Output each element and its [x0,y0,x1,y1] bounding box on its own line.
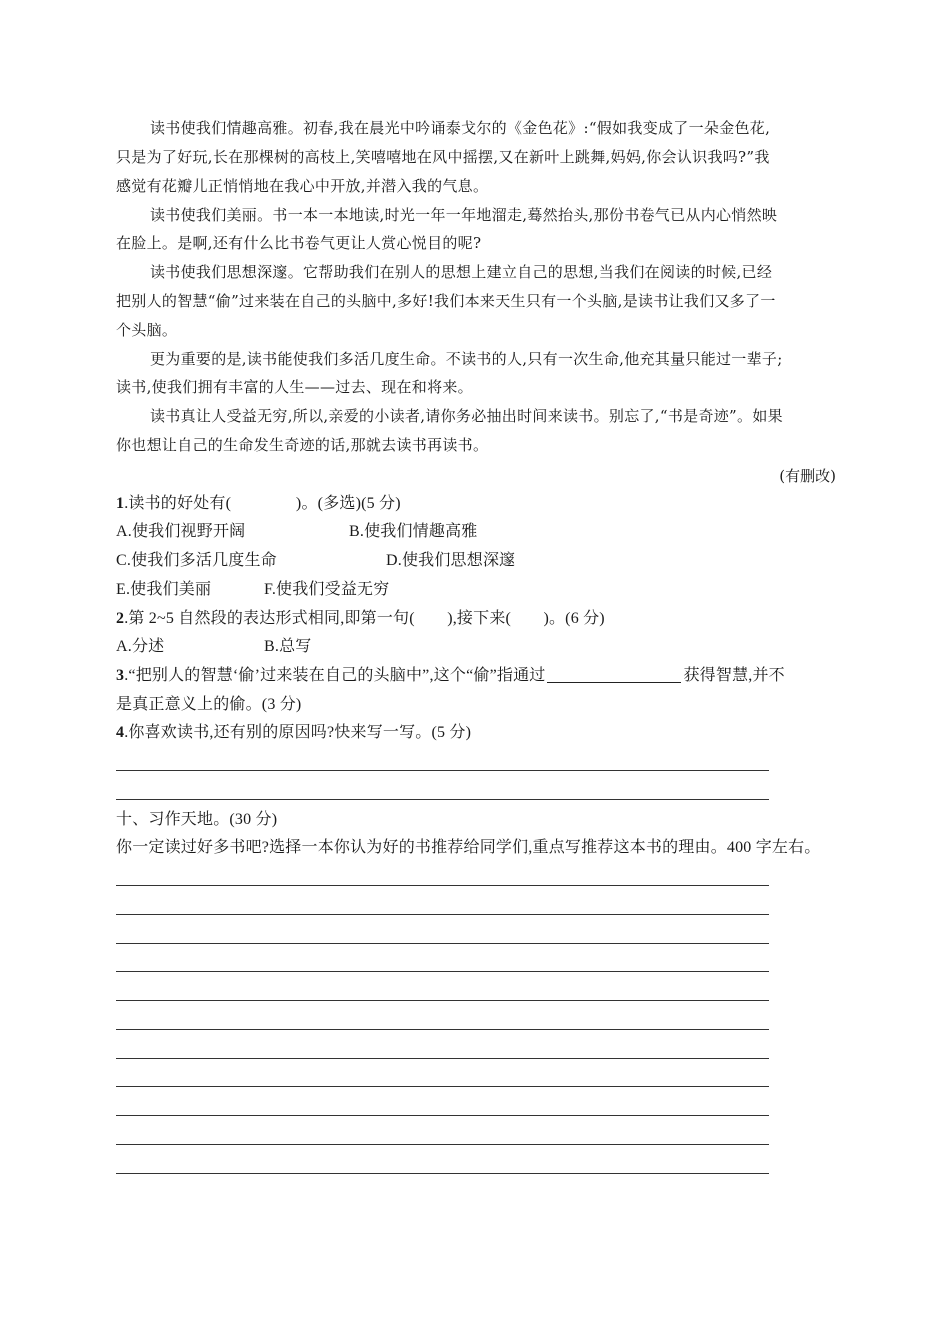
question-1-number: 1 [116,495,125,512]
q3-answer-blank[interactable] [547,666,681,683]
passage-line-1: 读书使我们情趣高雅。初春,我在晨光中吟诵泰戈尔的《金色花》:“假如我变成了一朵金色花, [150,119,771,137]
writing-line-9[interactable] [116,1115,769,1116]
writing-line-4[interactable] [116,971,769,972]
passage-line-10: 读书,使我们拥有丰富的人生——过去、现在和将来。 [116,378,473,396]
writing-line-2[interactable] [116,914,769,915]
question-2-text: .第 2~5 自然段的表达形式相同,即第一句( ),接下来( )。(6 分) [124,610,605,627]
question-2-number: 2 [116,610,125,627]
passage-line-9: 更为重要的是,读书能使我们多活几度生命。不读书的人,只有一次生命,他充其量只能过一辈子; [150,350,783,368]
question-3 [116,666,785,686]
writing-line-8[interactable] [116,1086,769,1087]
passage-line-12: 你也想让自己的生命发生奇迹的话,那就去读书再读书。 [116,436,489,454]
q1-option-f[interactable]: F.使我们受益无穷 [264,581,390,598]
question-3-number: 3 [116,667,125,684]
question-4-number: 4 [116,724,125,741]
q1-option-d[interactable]: D.使我们思想深邃 [386,552,516,569]
question-1 [116,494,401,514]
passage-line-11: 读书真让人受益无穷,所以,亲爱的小读者,请你务必抽出时间来读书。别忘了,“书是奇迹”。如果 [150,407,783,425]
passage-line-7: 把别人的智慧“偷”过来装在自己的头脑中,多好!我们本来天生只有一个头脑,是读书让我们又多了一 [116,292,776,310]
q1-option-a[interactable]: A.使我们视野开阔 [116,523,246,540]
writing-line-3[interactable] [116,943,769,944]
q4-answer-line-2[interactable] [116,799,769,800]
writing-line-11[interactable] [116,1173,769,1174]
q2-option-b[interactable]: B.总写 [264,638,312,655]
writing-line-5[interactable] [116,1000,769,1001]
passage-line-8: 个头脑。 [116,321,178,339]
passage-line-6: 读书使我们思想深邃。它帮助我们在别人的思想上建立自己的思想,当我们在阅读的时候,已经 [150,263,773,281]
q4-answer-line-1[interactable] [116,770,769,771]
q1-option-e[interactable]: E.使我们美丽 [116,581,212,598]
writing-line-6[interactable] [116,1029,769,1030]
question-1-text: .读书的好处有( )。(多选)(5 分) [124,495,401,512]
q1-option-b[interactable]: B.使我们情趣高雅 [349,523,478,540]
writing-line-10[interactable] [116,1144,769,1145]
passage-line-5: 在脸上。是啊,还有什么比书卷气更让人赏心悦目的呢? [116,234,482,252]
question-4-text: .你喜欢读书,还有别的原因吗?快来写一写。(5 分) [124,724,472,741]
section-10-prompt: 你一定读过好多书吧?选择一本你认为好的书推荐给同学们,重点写推荐这本书的理由。400 字左右。 [116,839,821,856]
question-3-text-after: 获得智慧,并不 [683,667,785,684]
q2-option-a[interactable]: A.分述 [116,638,165,655]
section-10-title: 十、习作天地。(30 分) [116,811,278,828]
passage-line-4: 读书使我们美丽。书一本一本地读,时光一年一年地溜走,蓦然抬头,那份书卷气已从内心悄然映 [150,206,778,224]
question-3-line-2: 是真正意义上的偷。(3 分) [116,696,302,713]
writing-line-7[interactable] [116,1058,769,1059]
source-note: (有删改) [779,467,836,485]
question-4 [116,723,471,743]
q1-option-c[interactable]: C.使我们多活几度生命 [116,552,277,569]
writing-line-1[interactable] [116,885,769,886]
question-2 [116,609,605,629]
passage-line-3: 感觉有花瓣儿正悄悄地在我心中开放,并潜入我的气息。 [116,177,489,195]
question-3-text: .“把别人的智慧‘偷’过来装在自己的头脑中”,这个“偷”指通过 [124,667,546,684]
passage-line-2: 只是为了好玩,长在那棵树的高枝上,笑嘻嘻地在风中摇摆,又在新叶上跳舞,妈妈,你会认识我吗?”我 [116,148,770,166]
